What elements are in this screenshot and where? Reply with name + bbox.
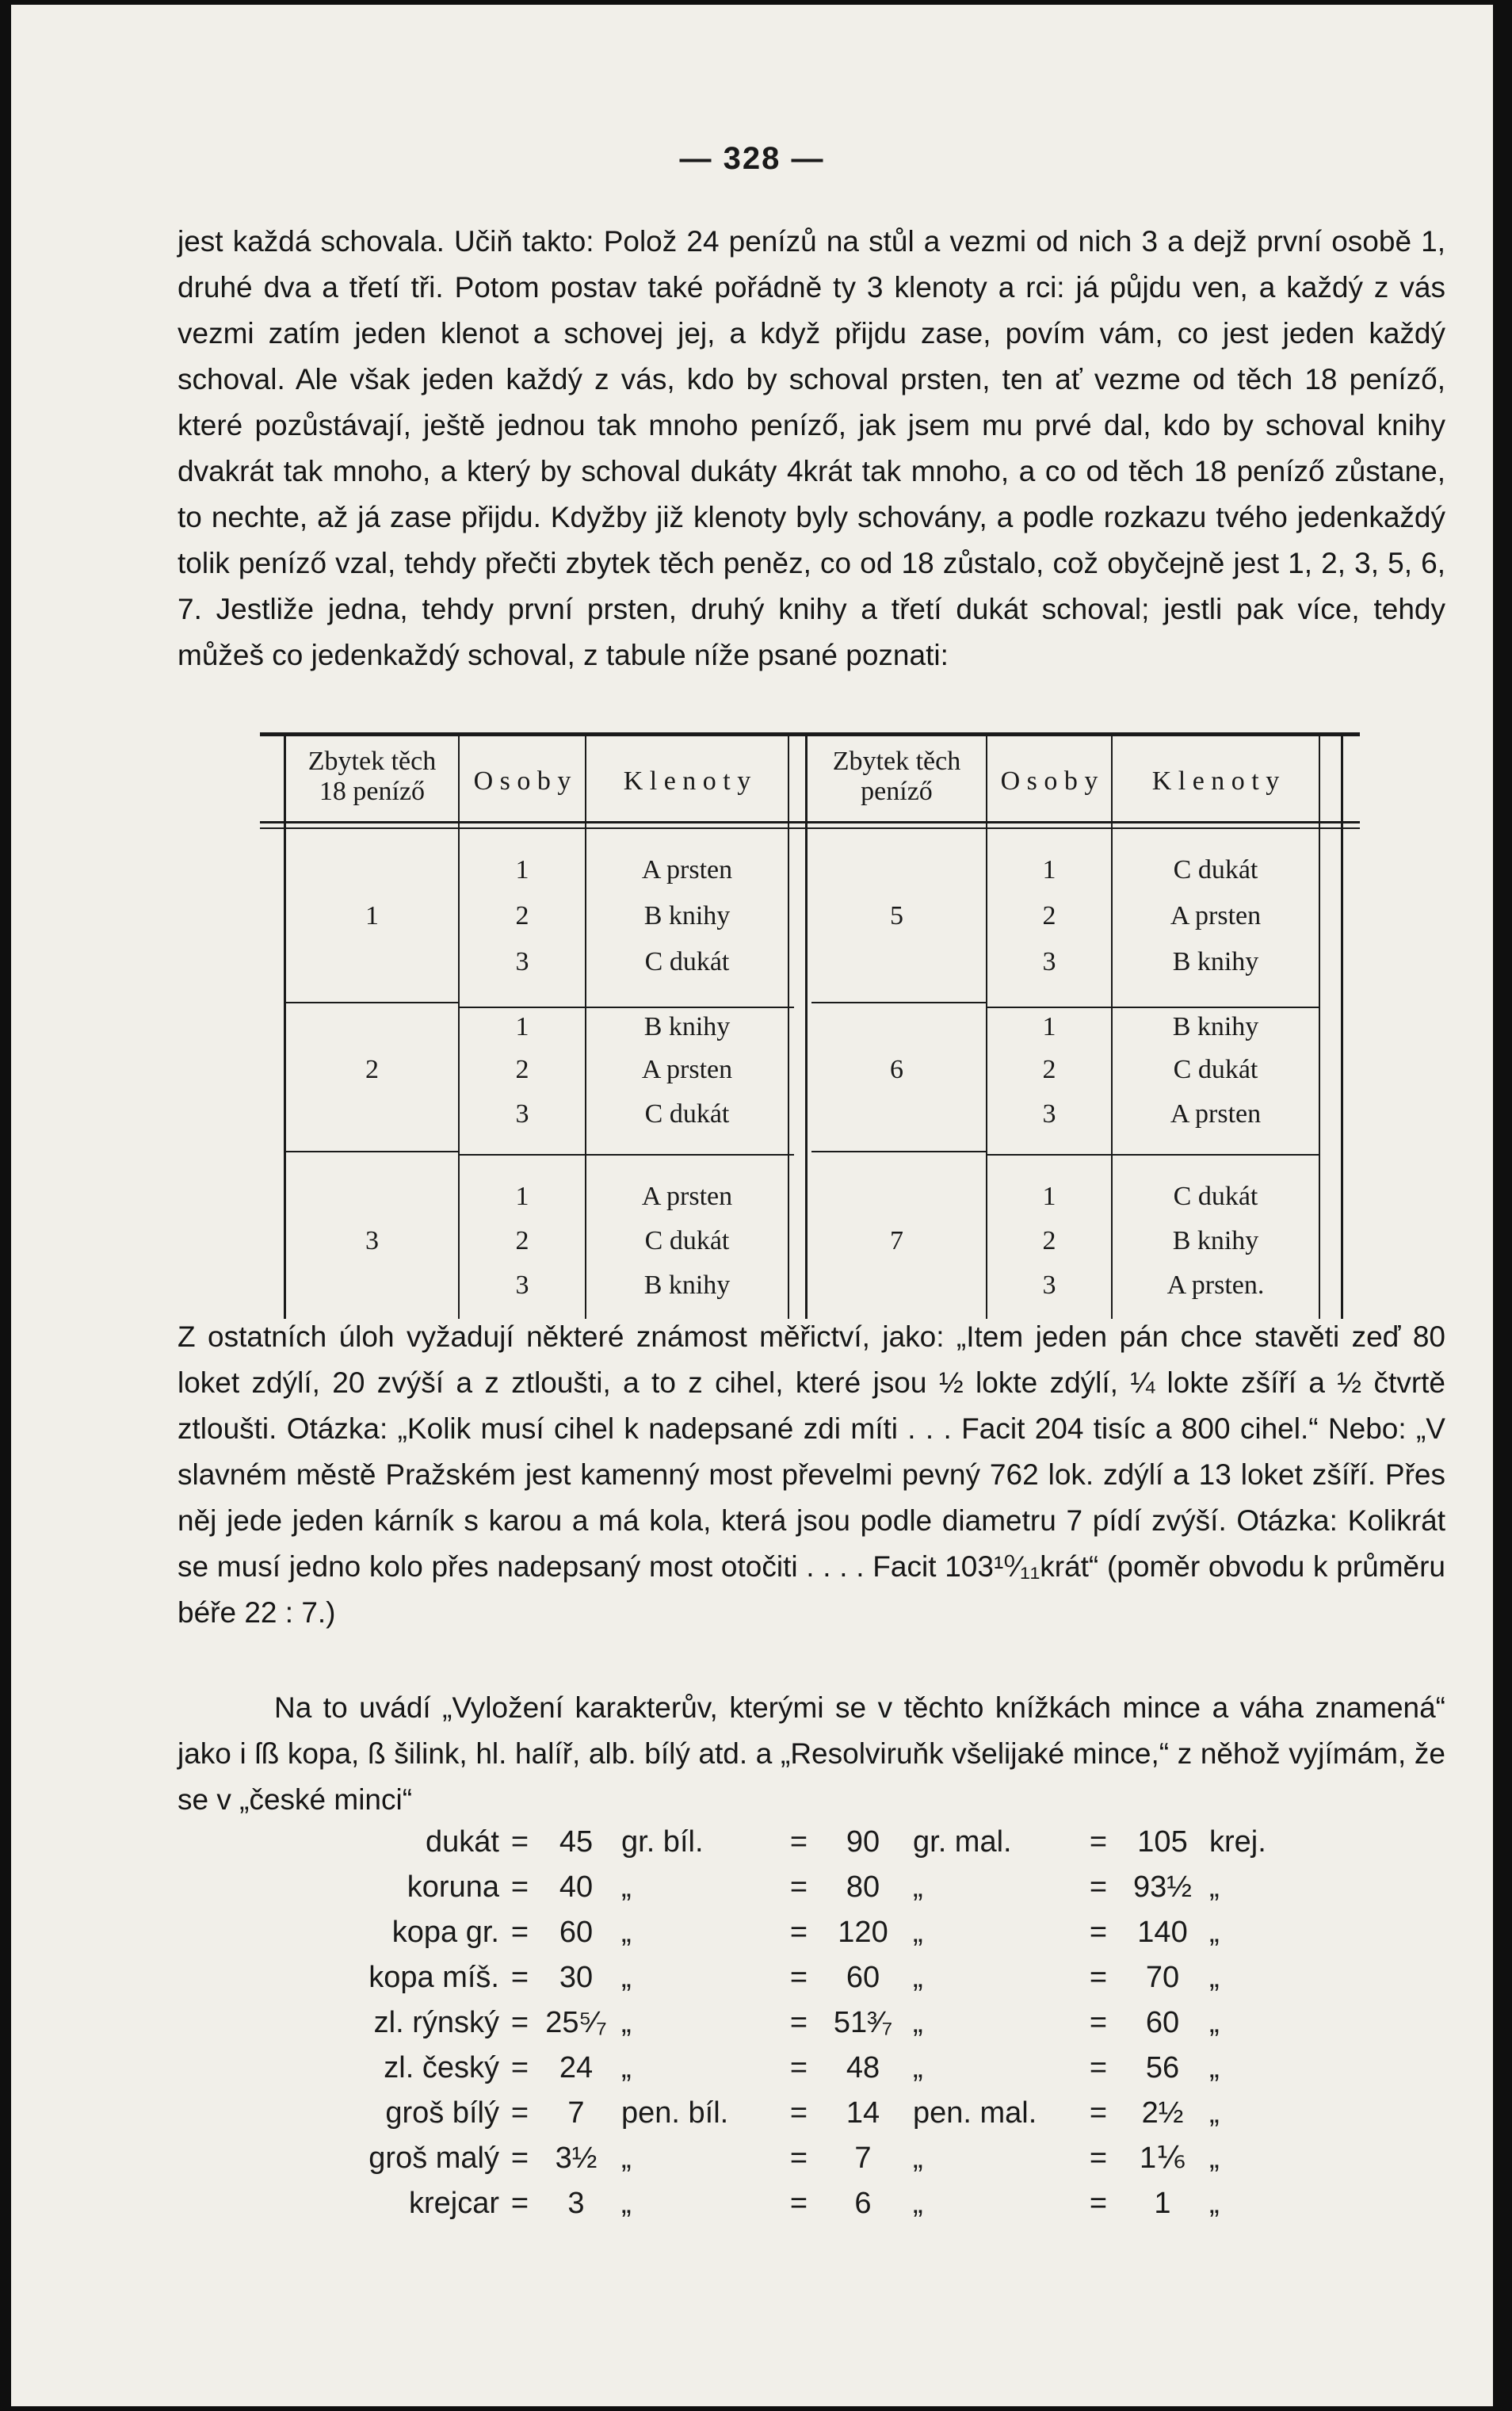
coin-c: 140 [1137,1916,1188,1949]
osoba-value: 3 [1042,1270,1056,1300]
equals-sign: = [1089,1916,1108,1949]
equals-sign: = [1089,1870,1108,1904]
equals-sign: = [789,2006,808,2039]
coin-u2: „ [913,1916,923,1949]
coin-u1: „ [621,2051,632,2084]
osoba-value: 3 [515,1099,529,1129]
osoba-value: 2 [1042,1055,1056,1084]
zbytek-value: 7 [890,1226,903,1255]
klenot-value: B knihy [1172,1012,1259,1041]
equals-sign: = [510,2096,529,2130]
coin-name: groš malý [368,2142,499,2175]
table-top-rule [260,732,1360,736]
header-osoby-right: O s o b y [1000,766,1098,796]
klenot-value: C dukát [1173,1182,1258,1211]
coin-u2: „ [913,2187,923,2220]
zbytek-value: 6 [890,1055,903,1084]
coin-a: 30 [559,1961,594,1994]
coin-b: 120 [838,1916,888,1949]
osoba-value: 1 [515,855,529,885]
header-zbytek-right-line2: peníző [861,777,933,806]
equals-sign: = [789,1916,808,1949]
coin-u3: „ [1209,2096,1220,2130]
column-rule [1319,732,1320,1319]
coin-a: 7 [567,2096,585,2130]
paragraph-1: jest každá schovala. Učiň takto: Polož 24 penízů na stůl a vezmi od nich 3 a dejž první osobě 1, druhé dva a třetí tři. Potom postav také pořádně ty 3 klenoty a rci: já půjdu ven, a každý z vás vezmi zatím jeden klenot a schovej jej, a když přijdu zase, povím vám, co jest jeden každý schoval. Ale však jeden každý z vás, kdo by schoval prsten, ten ať vezme od těch 18 peníző, které pozůstávají, ještě jednou tak mnoho peníző, jak jsem mu prvé dal, kdo by schoval knihy dvakrát tak mnoho, a který by schoval dukáty 4krát tak mnoho, a co od těch 18 peníző zůstane, to nechte, až já zase přijdu. Kdyžby již klenoty byly schovány, a podle rozkazu tvého jedenkaždý tolik peníző vzal, tehdy přečti zbytek těch peněz, co od 18 zůstalo, což obyčejně jest 1, 2, 3, 5, 6, 7. Jestliže jedna, tehdy první prsten, druhý knihy a třetí dukát schoval; jestli pak více, tehdy můžeš co jedenkaždý schoval, z tabule níže psané poznati: [178,225,1445,671]
header-zbytek [286,747,458,807]
coin-name: dukát [426,1825,499,1859]
coin-u3: krej. [1209,1825,1266,1859]
klenot-value: C dukát [644,1226,730,1255]
coin-u3: „ [1209,2051,1220,2084]
coin-name: koruna [407,1870,499,1904]
osoba-value: 1 [1042,1182,1056,1211]
group-separator [986,1154,1319,1156]
coin-u3: „ [1209,2006,1220,2039]
coin-u1: „ [621,2006,632,2039]
coin-b: 51³⁄₇ [833,2006,893,2039]
header-zbytek-line1: Zbytek těch [307,747,437,776]
coin-u1: „ [621,1870,632,1904]
header-klenoty: K l e n o t y [623,766,751,796]
coin-a: 3½ [555,2142,598,2175]
coin-b: 14 [846,2096,880,2130]
zbytek-value: 5 [890,901,903,930]
coin-c: 56 [1145,2051,1180,2084]
equals-sign: = [789,1961,808,1994]
klenot-value: B knihy [643,1012,731,1041]
zbytek-value: 1 [365,901,379,930]
osoba-value: 2 [1042,901,1056,930]
equals-sign: = [1089,2187,1108,2220]
group-separator [811,1151,986,1152]
coin-name: kopa míš. [368,1961,499,1994]
group-separator [458,1007,794,1008]
equals-sign: = [789,2051,808,2084]
osoba-value: 2 [515,901,529,930]
coin-a: 24 [559,2051,594,2084]
equals-sign: = [1089,1825,1108,1859]
osoba-value: 3 [1042,947,1056,976]
group-separator [284,1002,458,1003]
klenot-value: A prsten [641,1055,733,1084]
zbytek-value: 2 [365,1055,379,1084]
table-header-rule-2 [260,827,1360,829]
coin-name: kopa gr. [391,1916,499,1949]
coin-a: 60 [559,1916,594,1949]
osoba-value: 1 [1042,855,1056,885]
osoba-value: 2 [515,1055,529,1084]
coin-a: 3 [567,2187,585,2220]
coin-a: 40 [559,1870,594,1904]
klenot-value: A prsten [641,855,733,885]
osoba-value: 3 [515,947,529,976]
equals-sign: = [510,1870,529,1904]
klenot-value: B knihy [1172,1226,1259,1255]
coin-u3: „ [1209,2187,1220,2220]
coin-u1: pen. bíl. [621,2096,729,2130]
coin-u1: gr. bíl. [621,1825,704,1859]
coin-a: 45 [559,1825,594,1859]
osoba-value: 1 [1042,1012,1056,1041]
osoba-value: 3 [1042,1099,1056,1129]
klenot-value: A prsten [1170,901,1262,930]
klenot-value: C dukát [1173,855,1258,885]
coin-u1: „ [621,2187,632,2220]
coin-u1: „ [621,1961,632,1994]
equals-sign: = [789,2142,808,2175]
column-rule [788,732,789,1319]
coin-name: zl. rýnský [373,2006,499,2039]
coin-u1: „ [621,2142,632,2175]
equals-sign: = [510,2187,529,2220]
coin-u2: gr. mal. [913,1825,1012,1859]
klenot-value: B knihy [643,1270,731,1300]
coin-u3: „ [1209,2142,1220,2175]
group-separator [284,1151,458,1152]
equals-sign: = [510,2142,529,2175]
coin-c: 70 [1145,1961,1180,1994]
coin-name: zl. český [384,2051,499,2084]
coin-u2: „ [913,1961,923,1994]
equals-sign: = [510,2006,529,2039]
coin-b: 48 [846,2051,880,2084]
klenot-value: A prsten [641,1182,733,1211]
table-right-border [1341,732,1343,1319]
coin-equivalence-table [11,1820,1493,2248]
coin-u3: „ [1209,1961,1220,1994]
paragraph-2: Z ostatních úloh vyžadují některé známost měřictví, jako: „Item jeden pán chce stavěti zeď 80 loket zdýlí, 20 zvýší a z ztloušti, a to z cihel, které jsou ½ lokte zdýlí, ¼ lokte zšíří a ½ čtvrtě ztloušti. Otázka: „Kolik musí cihel k nadepsané zdi míti . . . Facit 204 tisíc a 800 cihel.“ Nebo: „V slavném městě Pražském jest kamenný most převelmi pevný 762 lok. zdýlí a 13 loket zšíří. Přes něj jede jeden kárník s karou a má kola, která jsou podle diametru 7 pídí zvýší. Otázka: Kolikrát se musí jedno kolo přes nadepsaný most otočiti . . . . Facit 103¹⁰⁄₁₁krát“ (poměr obvodu k průměru béře 22 : 7.) [178,1320,1445,1629]
coin-u1: „ [621,1916,632,1949]
equals-sign: = [1089,2142,1108,2175]
klenot-value: B knihy [1172,947,1259,976]
coin-name: groš bílý [385,2096,499,2130]
coin-c: 2½ [1141,2096,1184,2130]
zbytek-value: 3 [365,1226,379,1255]
equals-sign: = [1089,2096,1108,2130]
osoba-value: 3 [515,1270,529,1300]
page-number: — 328 — [679,141,825,176]
header-klenoty-right: K l e n o t y [1151,766,1280,796]
equals-sign: = [789,2187,808,2220]
coin-c: 1⅙ [1140,2142,1186,2175]
header-osoby: O s o b y [473,766,571,796]
equals-sign: = [1089,2006,1108,2039]
coin-b: 80 [846,1870,880,1904]
coin-u2: „ [913,2051,923,2084]
hidden-jewels-table [260,732,1360,1319]
osoba-value: 2 [1042,1226,1056,1255]
equals-sign: = [789,2096,808,2130]
equals-sign: = [510,1825,529,1859]
klenot-value: A prsten. [1166,1270,1265,1300]
coin-u2: „ [913,2006,923,2039]
equals-sign: = [789,1870,808,1904]
osoba-value: 2 [515,1226,529,1255]
equals-sign: = [1089,2051,1108,2084]
book-page [11,5,1493,2406]
coin-u2: „ [913,1870,923,1904]
header-zbytek-line2: 18 peníző [319,777,426,806]
coin-u3: „ [1209,1916,1220,1949]
coin-b: 90 [846,1825,880,1859]
equals-sign: = [1089,1961,1108,1994]
equals-sign: = [510,1916,529,1949]
equals-sign: = [510,2051,529,2084]
klenot-value: B knihy [643,901,731,930]
coin-c: 1 [1154,2187,1171,2220]
equals-sign: = [789,1825,808,1859]
osoba-value: 1 [515,1012,529,1041]
group-separator [811,1002,986,1003]
group-separator [458,1154,794,1156]
coin-c: 60 [1145,2006,1180,2039]
coin-a: 25⁵⁄₇ [545,2006,607,2039]
equals-sign: = [510,1961,529,1994]
klenot-value: C dukát [1173,1055,1258,1084]
header-zbytek-right [808,747,986,807]
paragraph-3: Na to uvádí „Vyložení karakterův, kterými se v těchto knížkách mince a váha znamená“ jako i ſß kopa, ß šilink, hl. halíř, alb. bílý atd. a „Resolviruňk všelijaké mince,“ z něhož vyjímám, že se v „české minci“ [178,1691,1445,1816]
coin-b: 60 [846,1961,880,1994]
coin-b: 6 [854,2187,872,2220]
table-header-rule [260,821,1360,823]
klenot-value: A prsten [1170,1099,1262,1129]
coin-u2: pen. mal. [913,2096,1037,2130]
osoba-value: 1 [515,1182,529,1211]
coin-c: 93½ [1133,1870,1192,1904]
klenot-value: C dukát [644,947,730,976]
coin-b: 7 [854,2142,872,2175]
coin-name: krejcar [408,2187,499,2220]
header-zbytek-right-line1: Zbytek těch [832,747,961,776]
coin-c: 105 [1137,1825,1188,1859]
coin-u3: „ [1209,1870,1220,1904]
group-separator [986,1007,1319,1008]
klenot-value: C dukát [644,1099,730,1129]
coin-u2: „ [913,2142,923,2175]
